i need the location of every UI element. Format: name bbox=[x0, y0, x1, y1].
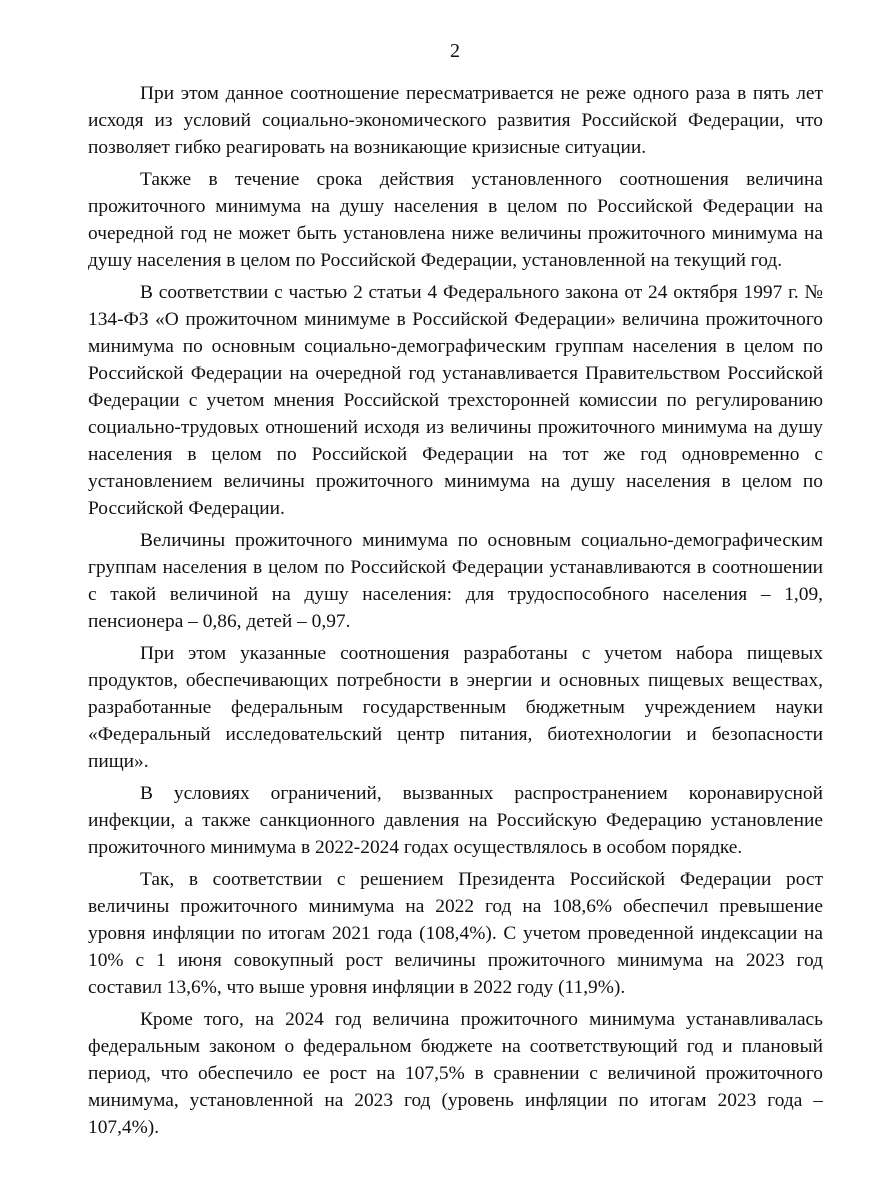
paragraph-5: При этом указанные соотношения разработаны с учетом набора пищевых продуктов, обеспечивающих потребности в энергии и основных пищевых веществах, разработанные федеральным государственным бюджетным учреждением науки «Федеральный исследовательский центр питания, биотехнологии и безопасности пищи». bbox=[88, 643, 823, 772]
document-body bbox=[88, 80, 823, 1146]
paragraph-7: Так, в соответствии с решением Президента Российской Федерации рост величины прожиточного минимума на 2022 год на 108,6% обеспечил превышение уровня инфляции по итогам 2021 года (108,4%). С учетом проведенной индексации на 10% с 1 июня совокупный рост величины прожиточного минимума на 2023 год составил 13,6%, что выше уровня инфляции в 2022 году (11,9%). bbox=[88, 869, 823, 998]
paragraph-3: В соответствии с частью 2 статьи 4 Федерального закона от 24 октября 1997 г. № 134-ФЗ «О прожиточном минимуме в Российской Федерации» величина прожиточного минимума по основным социально-демографическим группам населения в целом по Российской Федерации на очередной год устанавливается Правительством Российской Федерации с учетом мнения Российской трехсторонней комиссии по регулированию социально-трудовых отношений исходя из величины прожиточного минимума на душу населения в целом по Российской Федерации на тот же год одновременно с установлением величины прожиточного минимума на душу населения в целом по Российской Федерации. bbox=[88, 282, 823, 519]
paragraph-8: Кроме того, на 2024 год величина прожиточного минимума устанавливалась федеральным законом о федеральном бюджете на соответствующий год и плановый период, что обеспечило ее рост на 107,5% в сравнении с величиной прожиточного минимума, установленной на 2023 год (уровень инфляции по итогам 2023 года – 107,4%). bbox=[88, 1009, 823, 1138]
paragraph-1: При этом данное соотношение пересматривается не реже одного раза в пять лет исходя из условий социально-экономического развития Российской Федерации, что позволяет гибко реагировать на возникающие кризисные ситуации. bbox=[88, 83, 823, 158]
page-number: 2 bbox=[450, 40, 460, 62]
paragraph-4: Величины прожиточного минимума по основным социально-демографическим группам населения в целом по Российской Федерации устанавливаются в соотношении с такой величиной на душу населения: для трудоспособного населения – 1,09, пенсионера – 0,86, детей – 0,97. bbox=[88, 530, 823, 632]
paragraph-6: В условиях ограничений, вызванных распространением коронавирусной инфекции, а также санкционного давления на Российскую Федерацию установление прожиточного минимума в 2022-2024 годах осуществлялось в особом порядке. bbox=[88, 783, 823, 858]
paragraph-2: Также в течение срока действия установленного соотношения величина прожиточного минимума на душу населения в целом по Российской Федерации на очередной год не может быть установлена ниже величины прожиточного минимума на душу населения в целом по Российской Федерации, установленной на текущий год. bbox=[88, 169, 823, 271]
